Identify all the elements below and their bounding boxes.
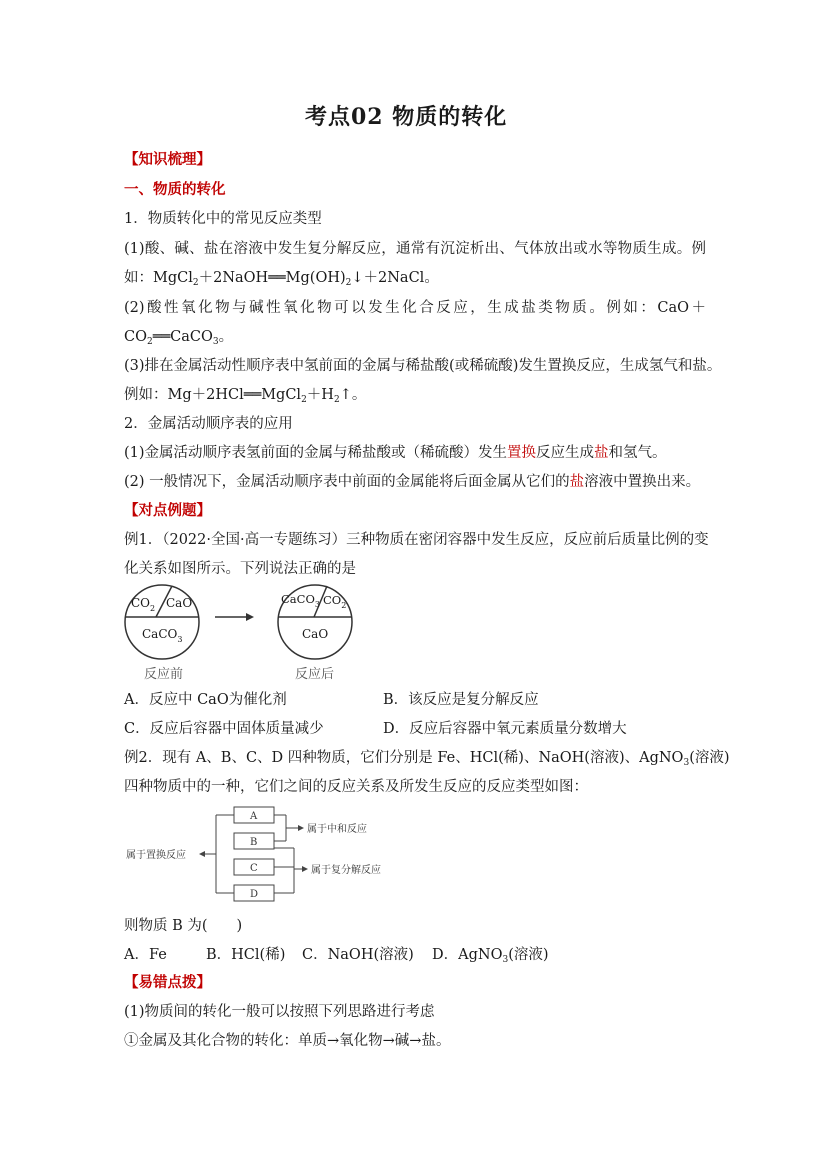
paragraph-3-line-2: 例如：$Mg+2HCl══MgCl_2+H_2↑$。 — [124, 387, 367, 405]
section-knowledge-heading: 【知识梳理】 — [124, 151, 211, 168]
pie-before-label-caco3: CaCO$_3$ — [142, 627, 183, 644]
pie-after-label-co2: $CO_2$ — [323, 593, 347, 610]
item-1: 1．物质转化中的常见反应类型 — [124, 211, 322, 227]
paragraph-3-line-1: (3)排在金属活动性顺序表中氢前面的金属与稀盐酸(或稀硫酸)发生置换反应，生成氢气和盐。 — [124, 358, 722, 374]
heading-substance-conversion: 一、物质的转化 — [124, 181, 226, 198]
example-2-line-1: 例2．现有 A、B、C、D 四种物质，它们分别是 Fe、HCl(稀)、NaOH(溶液)、AgNO$_3$(溶液) — [124, 750, 730, 768]
example-1-option-b: B．该反应是复分解反应 — [383, 692, 539, 708]
application-2: (2) 一般情况下，金属活动顺序表中前面的金属能将后面金属从它们的盐溶液中置换出来。 — [124, 474, 701, 490]
page-title: 考点02 物质的转化 — [305, 104, 508, 130]
mistake-line-1: (1)物质间的转化一般可以按照下列思路进行考虑 — [124, 1004, 435, 1020]
example-2-option-d: D．AgNO$_3$(溶液) — [432, 947, 549, 965]
reaction-pie-diagram — [120, 582, 370, 686]
pie-after-label-cao: CaO — [302, 627, 329, 641]
label-displacement: 属于置换反应 — [126, 850, 186, 861]
arrow-right-bottom — [302, 866, 308, 872]
pie-before-label-co2: $CO_2$ — [131, 596, 156, 613]
pie-before-label-cao: CaO — [166, 596, 193, 610]
label-double-decomposition: 属于复分解反应 — [311, 865, 381, 876]
example-2-option-b: B．HCl(稀) — [206, 947, 286, 963]
reaction-type-diagram — [124, 803, 414, 907]
example-2-question: 则物质 B 为( ) — [124, 918, 243, 934]
paragraph-1-line-2: 如：$MgCl_2+2NaOH══Mg(OH)_2↓+2NaCl$。 — [124, 270, 439, 288]
pie-after-caption: 反应后 — [295, 667, 335, 682]
reaction-arrow — [215, 613, 254, 621]
example-2-option-a: A．Fe — [124, 947, 167, 963]
box-a-label: A — [250, 811, 258, 822]
example-2-option-c: C．NaOH(溶液) — [302, 947, 414, 963]
mistake-line-2: ①金属及其化合物的转化：单质→氧化物→碱→盐。 — [124, 1033, 451, 1049]
paragraph-2-line-1: (2)酸性氧化物与碱性氧化物可以发生化合反应，生成盐类物质。例如：CaO＋ — [124, 300, 706, 316]
example-1-line-1: 例1．（2022·全国·高一专题练习）三种物质在密闭容器中发生反应，反应前后质量比例的变 — [124, 532, 709, 548]
example-2-line-2: 四种物质中的一种，它们之间的反应关系及所发生反应的反应类型如图： — [124, 779, 588, 795]
arrow-right-top — [298, 825, 304, 831]
paragraph-2-line-2: $CO_2══CaCO_3$。 — [124, 329, 234, 347]
paragraph-1-line-1: (1)酸、碱、盐在溶液中发生复分解反应，通常有沉淀析出、气体放出或水等物质生成。例 — [124, 241, 706, 257]
box-d-label: D — [250, 889, 259, 900]
box-b-label: B — [250, 837, 258, 848]
example-1-line-2: 化关系如图所示。下列说法正确的是 — [124, 561, 356, 577]
section-mistakes-heading: 【易错点拨】 — [124, 974, 211, 991]
pie-after — [278, 585, 352, 682]
example-1-option-c: C．反应后容器中固体质量减少 — [124, 721, 324, 737]
example-1-option-a: A．反应中 CaO为催化剂 — [124, 692, 287, 708]
section-examples-heading: 【对点例题】 — [124, 502, 211, 519]
label-neutralization: 属于中和反应 — [307, 824, 367, 835]
item-2: 2．金属活动顺序表的应用 — [124, 416, 293, 432]
application-1: (1)金属活动顺序表氢前面的金属与稀盐酸或（稀硫酸）发生置换反应生成盐和氢气。 — [124, 445, 667, 461]
example-1-option-d: D．反应后容器中氧元素质量分数增大 — [383, 721, 627, 737]
box-c-label: C — [250, 863, 258, 874]
pie-before — [125, 585, 199, 682]
pie-after-label-caco3: CaCO$_3$ — [281, 592, 320, 609]
pie-before-caption: 反应前 — [144, 667, 184, 682]
arrow-left — [199, 851, 205, 857]
